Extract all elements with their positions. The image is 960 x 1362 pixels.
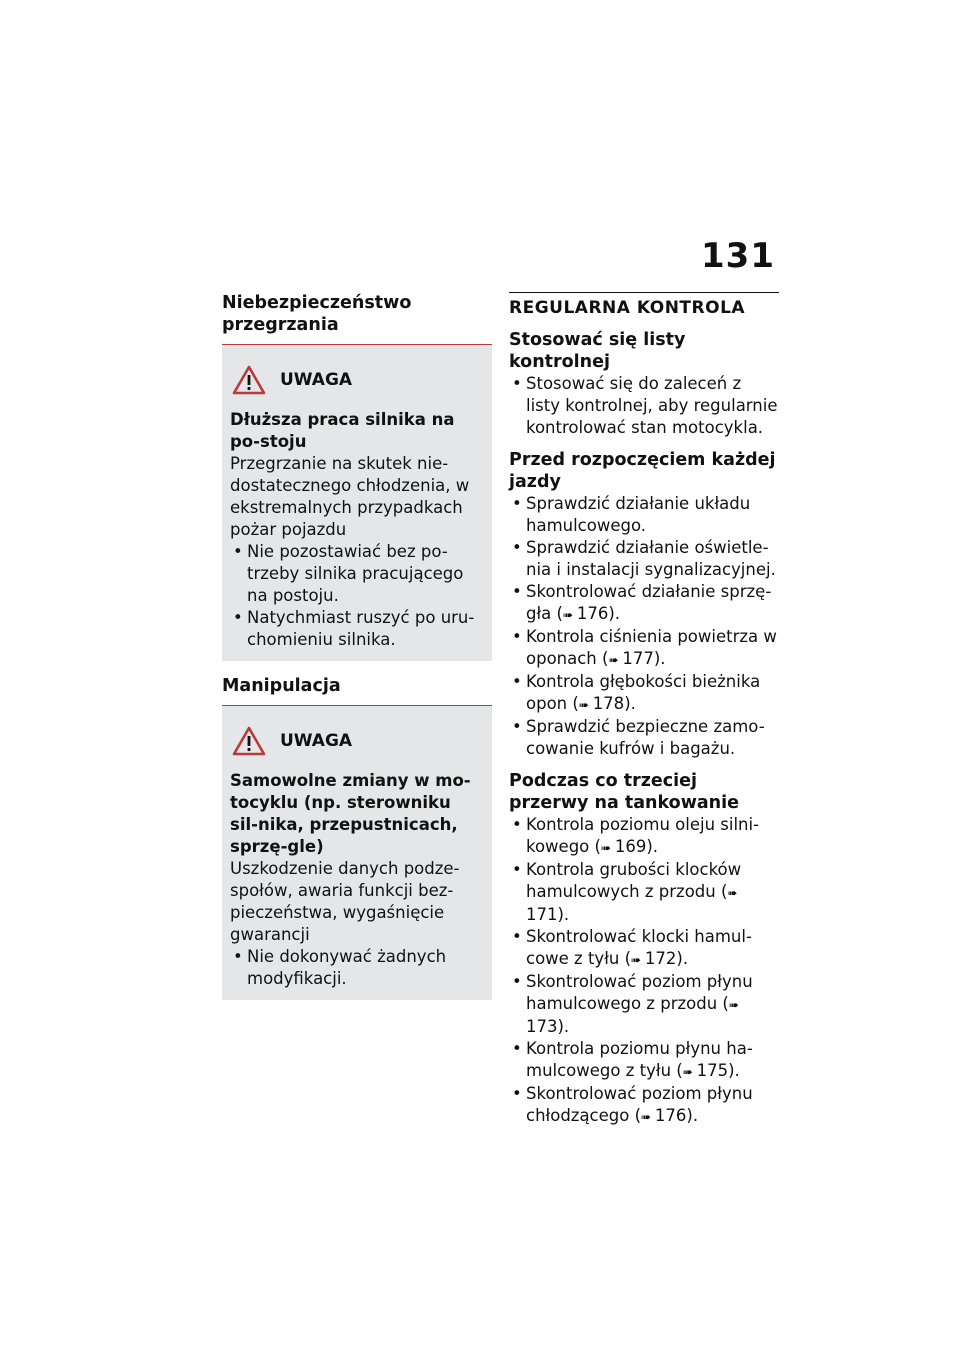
list-item-text: Sprawdzić bezpieczne zamo-cowanie kufrów i bagażu. [526, 717, 765, 758]
list-item-text: Skontrolować klocki hamul-cowe z tyłu ( [526, 927, 752, 968]
list-item-text: Stosować się do zaleceń z listy kontrolnej, aby regularnie kontrolować stan motocykla. [526, 374, 778, 437]
list-item-end: ). [653, 649, 666, 668]
page-ref-arrow-icon: ➠ [578, 698, 593, 712]
page-reference[interactable]: 176 [576, 604, 609, 623]
warning-list [230, 946, 484, 990]
list-item [509, 859, 779, 926]
page-number: 131 [701, 236, 775, 276]
warning-box-overheating [222, 345, 492, 661]
page-ref-arrow-icon: ➠ [600, 841, 615, 855]
list-item [509, 814, 779, 859]
list-item-text: Skontrolować poziom płynu hamulcowego z przodu ( [526, 972, 753, 1013]
list-item [509, 537, 779, 581]
list-item [509, 1083, 779, 1128]
list-item-end: ). [624, 694, 636, 713]
list-item [509, 373, 779, 439]
page-reference[interactable]: 171 [526, 905, 558, 924]
page-ref-arrow-icon: ➠ [682, 1065, 697, 1079]
checklist [509, 814, 779, 1128]
warning-header [230, 726, 484, 756]
list-item [509, 971, 779, 1038]
page-reference[interactable]: 175 [696, 1061, 729, 1080]
page-ref-arrow-icon: ➠ [631, 953, 645, 967]
list-item [509, 1038, 779, 1083]
section-title-overheating: Niebezpieczeństwo przegrzania [222, 292, 492, 345]
page-ref-arrow-icon: ➠ [728, 998, 739, 1012]
list-item [509, 716, 779, 760]
warning-list [230, 541, 484, 651]
list-item [509, 926, 779, 971]
warning-title: Samowolne zmiany w mo-tocyklu (np. sterowniku sil-nika, przepustnicach, sprzę-gle) [230, 771, 471, 856]
list-item-end: ). [608, 604, 621, 623]
page-reference[interactable]: 177 [622, 649, 654, 668]
list-item-end: ). [557, 1017, 570, 1036]
list-item: • Nie pozostawiać bez po-trzeby silnika pracującego na postoju. [230, 541, 484, 607]
list-item-text: Skontrolować działanie sprzę-gła ( [526, 582, 772, 623]
group-title: Stosować się listy kontrolnej [509, 330, 686, 372]
page-reference[interactable]: 178 [592, 694, 625, 713]
page-ref-arrow-icon: ➠ [727, 886, 738, 900]
list-item-end: ). [676, 949, 689, 968]
list-item-text: Sprawdzić działanie układu hamulcowego. [526, 494, 751, 535]
checklist [509, 493, 779, 760]
section-title-regular-inspection: REGULARNA KONTROLA [509, 292, 779, 319]
warning-title: Dłuższa praca silnika na po-stoju [230, 410, 455, 451]
list-item-end: ). [646, 837, 659, 856]
warning-text: Przegrzanie na skutek nie-dostatecznego chłodzenia, w ekstremalnych przypadkach pożar pojazdu [230, 454, 470, 539]
list-item-text: Kontrola poziomu oleju silni-kowego ( [526, 815, 760, 856]
warning-box-manipulation [222, 706, 492, 1000]
list-item-text: Skontrolować poziom płynu chłodzącego ( [526, 1084, 753, 1125]
warning-header [230, 365, 484, 395]
group-title: Podczas co trzeciej przerwy na tankowanie [509, 771, 739, 813]
list-item: • Natychmiast ruszyć po uru-chomieniu silnika. [230, 607, 484, 651]
page-reference[interactable]: 169 [614, 837, 647, 856]
warning-label: UWAGA [280, 731, 353, 751]
group-title: Przed rozpoczęciem każdej jazdy [509, 450, 776, 492]
list-item-text: Sprawdzić działanie oświetle-nia i instalacji sygnalizacyjnej. [526, 538, 776, 579]
warning-label: UWAGA [280, 370, 353, 390]
warning-triangle-icon [232, 726, 266, 756]
page-ref-arrow-icon: ➠ [608, 653, 623, 667]
list-item: • Nie dokonywać żadnych modyfikacji. [230, 946, 484, 990]
list-item [509, 671, 779, 716]
page-reference[interactable]: 176 [654, 1106, 687, 1125]
list-item [509, 581, 779, 626]
page-ref-arrow-icon: ➠ [562, 608, 577, 622]
page-reference[interactable]: 172 [644, 949, 677, 968]
list-item [509, 626, 779, 671]
list-item [509, 493, 779, 537]
right-column [509, 292, 779, 1128]
page-reference[interactable]: 173 [526, 1017, 558, 1036]
list-item-text: Kontrola ciśnienia powietrza w oponach ( [526, 627, 777, 668]
list-item-text: Kontrola głębokości bieżnika opon ( [526, 672, 761, 713]
checklist [509, 373, 779, 439]
list-item-text: Kontrola grubości klocków hamulcowych z przodu ( [526, 860, 742, 901]
warning-text: Uszkodzenie danych podze-społów, awaria funkcji bez-pieczeństwa, wygaśnięcie gwarancji [230, 859, 460, 944]
list-item-end: ). [686, 1106, 699, 1125]
list-item-end: ). [728, 1061, 740, 1080]
list-item-end: ). [557, 905, 570, 924]
page-ref-arrow-icon: ➠ [641, 1110, 655, 1124]
warning-triangle-icon [232, 365, 266, 395]
section-title-manipulation: Manipulacja [222, 675, 492, 706]
list-item-text: Kontrola poziomu płynu ha-mulcowego z tyłu ( [526, 1039, 753, 1080]
left-column [222, 292, 492, 1000]
